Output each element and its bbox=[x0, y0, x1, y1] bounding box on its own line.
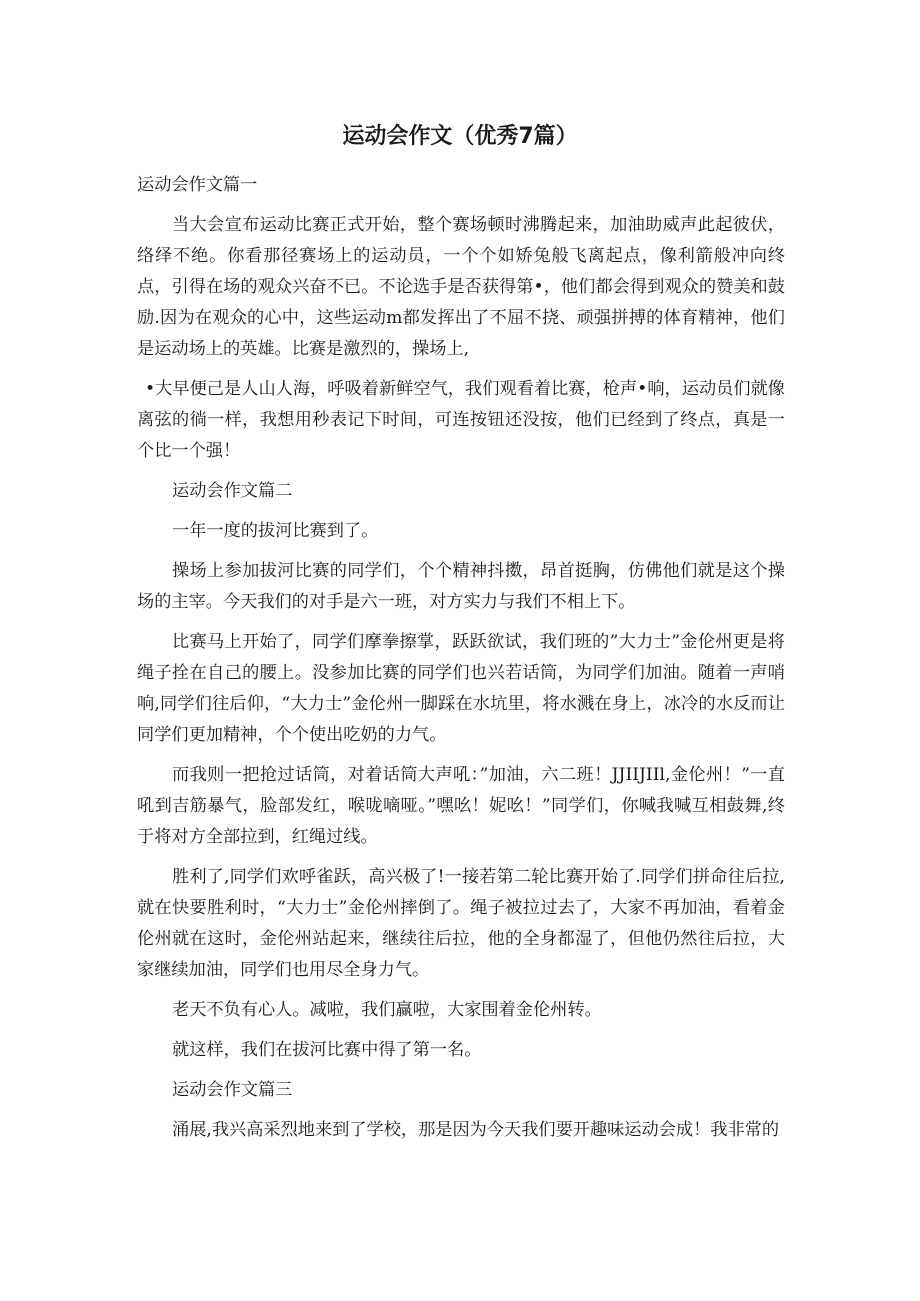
section-2-paragraph-4: 而我则一把抢过话筒，对着话筒大声吼：”加油，六二班！JJIIJIIl,金伦州！”一直吼到吉筋暴气，脸部发红，喉咙嘀哑。”嘿吆！妮吆！”同学们，你喊我喊互相鼓舞,终于将对方全部拉到，红绳过线。 bbox=[137, 765, 785, 847]
section-heading-2: 运动会作文篇二 bbox=[172, 481, 293, 501]
section-2-paragraph-7: 就这样，我们在拔河比赛中得了第一名。 bbox=[172, 1040, 482, 1060]
document-body bbox=[137, 170, 785, 1146]
section-1-paragraph-1: 当大会宣布运动比赛正式开始，整个赛场顿时沸腾起来，加油助威声此起彼伏，络绎不绝。你看那径赛场上的运动员，一个个如矫兔般飞离起点，像利箭般冲向终点，引得在场的观众兴奋不已。不论选手是否获得第•，他们都会得到观众的赞美和鼓励.因为在观众的心中，这些运动m都发挥出了不屈不挠、顽强拼搏的体育精神，他们是运动场上的英雄。比赛是激烈的，操场上, bbox=[137, 215, 785, 359]
section-2-paragraph-1: 一年一度的拔河比赛到了。 bbox=[172, 521, 379, 541]
section-2-paragraph-3: 比赛马上开始了，同学们摩拳擦掌，跃跃欲试，我们班的”大力士”金伦州更是将绳子拴在自己的腰上。没参加比赛的同学们也兴若话筒，为同学们加油。随着一声哨响,同学们往后仰，“大力士”金伦州一脚踩在水坑里，将水溅在身上，冰冷的水反而让同学们更加精神，个个使出吃奶的力气。 bbox=[137, 632, 785, 745]
document-title: 运动会作文（优秀7篇） bbox=[342, 124, 578, 149]
section-heading-3: 运动会作文篇三 bbox=[172, 1080, 293, 1100]
section-1-paragraph-2: •大早便己是人山人海，呼吸着新鲜空气，我们观看着比赛，枪声•响，运动员们就像离弦的徜一样，我想用秒表记下时间，可连按钮还没按，他们已经到了终点，真是一个比一个强！ bbox=[137, 379, 785, 461]
section-2-paragraph-6: 老天不负有心人。减啦，我们赢啦，大家围着金伦州转。 bbox=[172, 1000, 602, 1020]
section-2-paragraph-2: 操场上参加拔河比赛的同学们，个个精神抖擞，昂首挺胸，仿佛他们就是这个操场的主宰。今天我们的对手是六一班，对方实力与我们不相上下。 bbox=[137, 561, 785, 612]
section-2-paragraph-5: 胜利了,同学们欢呼雀跃，高兴极了!一接若第二轮比赛开始了.同学们拼命往后拉,就在快要胜利时，“大力士”金伦州摔倒了。绳子被拉过去了，大家不再加油，看着金伦州就在这时，金伦州站起来，继续往后拉，他的全身都湿了，但他仍然往后拉，大家继续加油，同学们也用尽全身力气。 bbox=[137, 867, 785, 980]
section-3-paragraph-1: 涌展,我兴高采烈地来到了学校，那是因为今天我们要开趣味运动会成！我非常的 bbox=[172, 1120, 780, 1140]
section-heading-1: 运动会作文篇一 bbox=[137, 175, 258, 195]
